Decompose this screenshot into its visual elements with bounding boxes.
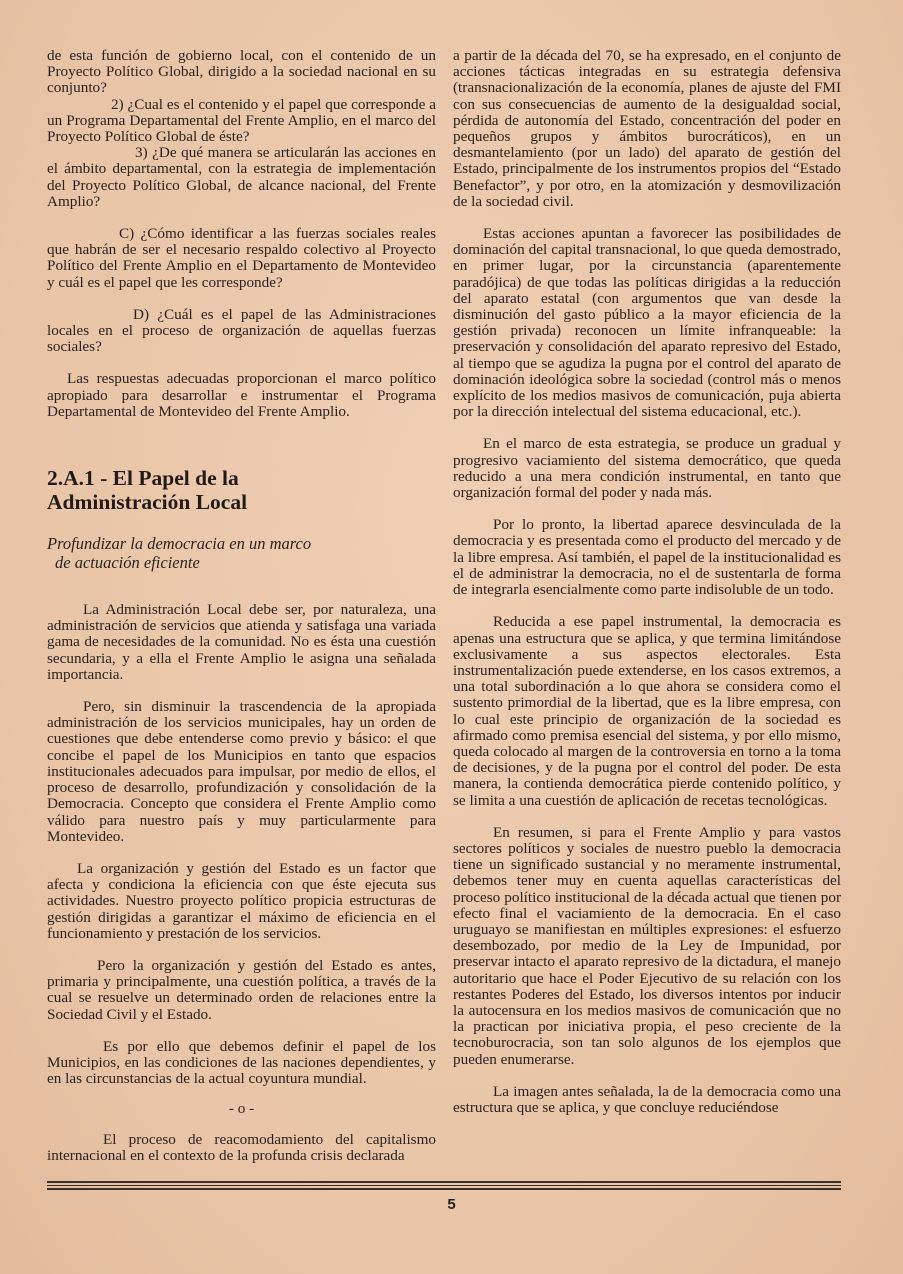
paragraph: Estas acciones apuntan a favorecer las posibilidades de dominación del capital transnacional, lo que queda demostrado, en primer lugar, por la circunstancia (aparentemente paradójica) de que todas las políticas dirigidas a la reducción del aparato estatal (con argumentos que van desde la disminución del gasto público a la mayor eficiencia de la gestión privada) reconocen un límite infranqueable: la preservación y consolidación del aparato represivo del Estado, al tiempo que se agudiza la pugna por el control del aparato de dominación ideológica sobre la sociedad (control más o menos explícito de los medios masivos de comunicación, puja abierta por la dirección intelectual del sistema educacional, etc.). — [453, 225, 841, 421]
paragraph: En el marco de esta estrategia, se produce un gradual y progresivo vaciamiento del sistema democrático, que queda reducido a una mera condición instrumental, en tanto que organización formal del poder y nada más. — [453, 435, 841, 502]
paragraph: Reducida a ese papel instrumental, la democracia es apenas una estructura que se aplica, y que termina limitándose exclusivamente a sus aspectos electorales. Esta instrumentalización puede extenderse, en los casos extremos, a una total subordinación a lo que ahora se considera como el sustento primordial de la libertad, que es la libre empresa, con lo cual este principio de organización de la sociedad es afirmado como premisa esencial del sistema, y por ello mismo, queda colocado al margen de la controversia en torno a la toma de decisiones, y de la pugna por el control del poder. De esta manera, la contienda democrática pierde contenido político, y se limita a una cuestión de aplicación de recetas tecnológicas. — [453, 613, 841, 809]
paragraph: Es por ello que debemos definir el papel de los Municipios, en las condiciones de las naciones dependientes, y en las circunstancias de la actual coyuntura mundial. — [47, 1037, 436, 1088]
paragraph: a partir de la década del 70, se ha expresado, en el conjunto de acciones tácticas integradas en su estrategia defensiva (transnacionalización de la economía, planes de ajuste del FMI con sus consecuencias de aumento de la desigualdad social, pérdida de autonomía del Estado, concentración del poder en pequeños grupos y ámbitos burocráticos), en un desmantelamiento (por un lado) del aparato de gestión del Estado, principalmente de los instrumentos propios del “Estado Benefactor”, y por otro, en la atomización y desmovilización de la sociedad civil. — [453, 47, 841, 210]
paragraph: El proceso de reacomodamiento del capitalismo internacional en el contexto de la profunda crisis declarada — [47, 1130, 436, 1164]
paragraph: La Administración Local debe ser, por naturaleza, una administración de servicios que atienda y satisfaga una variada gama de necesidades de la comunidad. No es ésta una cuestión secundaria, y a ella el Frente Amplio le asigna una señalada importancia. — [47, 601, 436, 683]
section-subtitle — [47, 534, 436, 572]
question-2: 2) ¿Cual es el contenido y el papel que corresponde a un Programa Departamental del Frente Amplio, en el marco del Proyecto Político Global de éste? — [47, 95, 436, 146]
subtitle-line-2: de actuación eficiente — [55, 553, 200, 573]
section-heading — [47, 466, 436, 514]
paragraph: Las respuestas adecuadas proporcionan el marco político apropiado para desarrollar e instrumentar el Programa Departamental de Montevideo del Frente Amplio. — [47, 370, 436, 420]
subtitle-line-1: Profundizar la democracia en un marco — [47, 534, 312, 554]
question-c: C) ¿Cómo identificar a las fuerzas sociales reales que habrán de ser el necesario respaldo colectivo al Proyecto Político del Frente Amplio en el Departamento de Montevideo y cuál es el papel que les corresponde? — [47, 225, 436, 291]
section-separator: - o - — [228, 1100, 255, 1118]
paragraph: Pero, sin disminuir la trascendencia de la apropiada administración de los servicios municipales, hay un orden de cuestiones que debe entenderse como previo y básico: el que concibe el papel de los Municipios en tanto que espacios institucionales adecuados para impulsar, por medio de ellos, el proceso de desarrollo, profundización y consolidación de la Democracia. Concepto que considera el Frente Amplio como válido para nuestro país y muy particularmente para Montevideo. — [47, 698, 436, 845]
heading-line-2: Administración Local — [47, 490, 248, 515]
paragraph: Pero la organización y gestión del Estado es antes, primaria y principalmente, una cuestión política, a través de la cual se resuelve un determinado orden de relaciones entre la Sociedad Civil y el Estado. — [47, 956, 436, 1023]
paragraph: Por lo pronto, la libertad aparece desvinculada de la democracia y es presentada como el producto del mercado y de la libre empresa. Así también, el papel de la institucionalidad es el de administrar la democracia, no el de sustentarla de forma de integrarla esencialmente como parte indisoluble de un todo. — [453, 516, 841, 599]
paragraph: La imagen antes señalada, la de la democracia como una estructura que se aplica, y que concluye reduciéndose — [453, 1082, 841, 1116]
paragraph: de esta función de gobierno local, con el contenido de un Proyecto Político Global, dirigido a la sociedad nacional en su conjunto? — [47, 47, 436, 97]
footer-rules — [47, 1181, 841, 1192]
paragraph: En resumen, si para el Frente Amplio y para vastos sectores políticos y sociales de nuestro pueblo la democracia tiene un significado sustancial y no meramente instrumental, debemos tener muy en cuenta aquellas características del proceso político institucional de la década actual que tienen por efecto final el vaciamiento de la democracia. En el caso uruguayo se manifiestan en múltiples expresiones: el esfuerzo desembozado, por medio de la Ley de Impunidad, por preservar intacto el aparato represivo de la dictadura, el manejo autoritario que hace el Poder Ejecutivo de su relación con los restantes Poderes del Estado, los diversos intentos por inducir la autocensura en los medios masivos de comunicación que no la practican por iniciativa propia, el peso creciente de la tecnoburocracia, son tan solo algunos de los ejemplos que pueden enumerarse. — [453, 823, 841, 1068]
page-number: 5 — [447, 1196, 456, 1213]
question-d: D) ¿Cuál es el papel de las Administraciones locales en el proceso de organización de aquellas fuerzas sociales? — [47, 305, 436, 356]
question-3: 3) ¿De qué manera se articularán las acciones en el ámbito departamental, con la estrategia de implementación del Proyecto Político Global, de alcance nacional, del Frente Amplio? — [47, 144, 436, 210]
left-column — [47, 48, 436, 1164]
right-column — [453, 48, 841, 1116]
paragraph: La organización y gestión del Estado es un factor que afecta y condiciona la eficiencia con que éste ejecuta sus actividades. Nuestro proyecto político propicia estructuras de gestión dirigidas a garantizar el máximo de eficiencia en el funcionamiento y prestación de los servicios. — [47, 859, 436, 942]
heading-line-1: 2.A.1 - El Papel de la — [47, 466, 239, 491]
